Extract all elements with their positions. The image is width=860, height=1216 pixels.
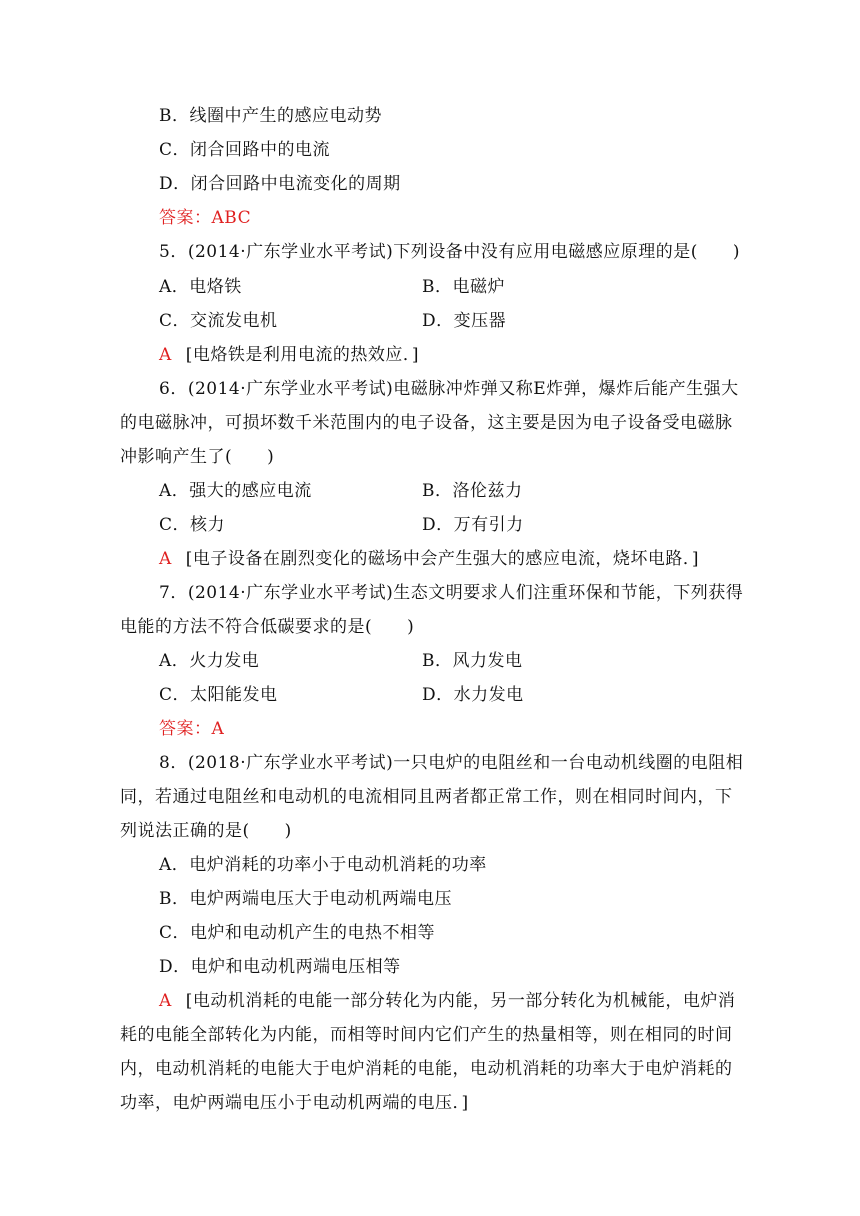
q7-option-c: C．太阳能发电: [159, 685, 278, 705]
q5-answer: [159, 344, 419, 366]
q8-answer: [159, 990, 735, 1012]
q8-option-b: B．电炉两端电压大于电动机两端电压: [159, 889, 452, 909]
q8-stem-line-2: 同，若通过电阻丝和电动机的电流相同且两者都正常工作，则在相同时间内，下: [120, 787, 733, 807]
q6-option-a: A．强大的感应电流: [159, 481, 312, 501]
q4-option-c: C．闭合回路中的电流: [159, 140, 331, 160]
q4-answer: 答案：ABC: [159, 208, 252, 228]
q5-option-b: B．电磁炉: [422, 277, 505, 297]
q8-explanation-line-2: 耗的电能全部转化为内能，而相等时间内它们产生的热量相等，则在相同的时间: [120, 1025, 733, 1045]
q8-explanation-line-1: [电动机消耗的电能一部分转化为内能，另一部分转化为机械能，电炉消: [185, 991, 736, 1011]
q5-option-d: D．变压器: [422, 311, 507, 331]
q8-answer-letter: A: [159, 991, 172, 1011]
q8-stem-line-3: 列说法正确的是( ): [120, 821, 292, 841]
q5-answer-letter: A: [159, 345, 172, 365]
q5-explanation: [电烙铁是利用电流的热效应．]: [185, 345, 420, 365]
q7-answer: 答案：A: [159, 719, 225, 739]
q7-option-d: D．水力发电: [422, 685, 524, 705]
q7-option-a: A．火力发电: [159, 651, 260, 671]
q4-option-d: D．闭合回路中电流变化的周期: [159, 174, 401, 194]
q6-option-c: C．核力: [159, 515, 226, 535]
q5-option-c: C．交流发电机: [159, 311, 278, 331]
q6-stem-line-3: 冲影响产生了( ): [120, 447, 275, 467]
q7-stem-line-1: 7．(2014·广东学业水平考试)生态文明要求人们注重环保和节能，下列获得: [159, 583, 744, 603]
q6-stem-line-2: 的电磁脉冲，可损坏数千米范围内的电子设备，这主要是因为电子设备受电磁脉: [120, 413, 733, 433]
q8-explanation-line-3: 内，电动机消耗的电能大于电炉消耗的电能，电动机消耗的功率大于电炉消耗的: [120, 1059, 733, 1079]
q7-option-b: B．风力发电: [422, 651, 523, 671]
q8-option-c: C．电炉和电动机产生的电热不相等: [159, 923, 436, 943]
q5-stem: 5．(2014·广东学业水平考试)下列设备中没有应用电磁感应原理的是( ): [159, 242, 741, 262]
q8-option-d: D．电炉和电动机两端电压相等: [159, 957, 401, 977]
q6-answer-letter: A: [159, 549, 172, 569]
q6-option-d: D．万有引力: [422, 515, 524, 535]
q6-stem-line-1: 6．(2014·广东学业水平考试)电磁脉冲炸弹又称E炸弹，爆炸后能产生强大: [159, 379, 739, 399]
q5-option-a: A．电烙铁: [159, 277, 242, 297]
q4-option-b: B．线圈中产生的感应电动势: [159, 106, 382, 126]
q6-explanation: [电子设备在剧烈变化的磁场中会产生强大的感应电流，烧坏电路．]: [185, 549, 700, 569]
q8-explanation-line-4: 功率，电炉两端电压小于电动机两端的电压．]: [120, 1093, 469, 1113]
q6-option-b: B．洛伦兹力: [422, 481, 523, 501]
q8-stem-line-1: 8．(2018·广东学业水平考试)一只电炉的电阻丝和一台电动机线圈的电阻相: [159, 753, 744, 773]
q6-answer: [159, 548, 699, 570]
q7-stem-line-2: 电能的方法不符合低碳要求的是( ): [120, 617, 415, 637]
q8-option-a: A．电炉消耗的功率小于电动机消耗的功率: [159, 855, 487, 875]
